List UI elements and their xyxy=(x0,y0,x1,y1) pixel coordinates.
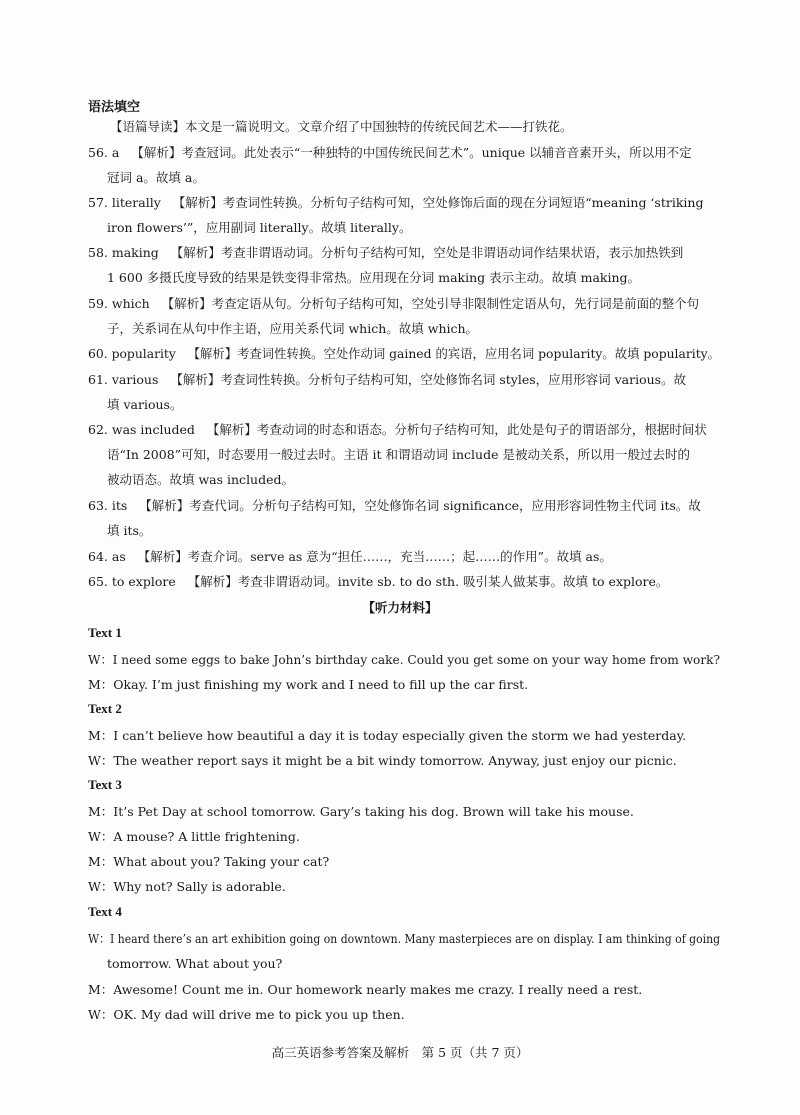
dialogue-line: W：Why not? Sally is adorable. xyxy=(88,879,286,894)
answer-explanation: 【解析】考查代词。分析句子结构可知，空处修饰名词 significance，应用形容词性物主代词 its。故 xyxy=(139,498,701,513)
answer-56 xyxy=(88,144,692,162)
answer-58 xyxy=(88,244,683,262)
dialogue-line: M：Okay. I’m just finishing my work and I need to fill up the car first. xyxy=(88,677,529,692)
answer-explanation: 【解析】考查非谓语动词。invite sb. to do sth. 吸引某人做某事。故填 to explore。 xyxy=(187,574,669,589)
answer-word: as xyxy=(111,549,126,564)
page-footer: 高三英语参考答案及解析 第 5 页（共 7 页） xyxy=(271,1045,529,1060)
answer-number: 57. xyxy=(88,195,108,210)
answer-58-cont: 1 600 多摄氏度导致的结果是铁变得非常热。应用现在分词 making 表示主动。故填 making。 xyxy=(107,270,641,285)
passage-intro: 【语篇导读】本文是一篇说明文。文章介绍了中国独特的传统民间艺术——打铁花。 xyxy=(110,119,573,134)
answer-number: 65. xyxy=(88,574,108,589)
answer-word: making xyxy=(111,245,159,260)
section-title: 语法填空 xyxy=(88,100,141,115)
text-1-heading: Text 1 xyxy=(88,625,122,640)
answer-63 xyxy=(88,497,701,515)
answer-57-cont: iron flowers’”，应用副词 literally。故填 literally。 xyxy=(107,220,412,235)
dialogue-line: M：What about you? Taking your cat? xyxy=(88,854,330,869)
answer-62 xyxy=(88,421,707,439)
dialogue-line: W：The weather report says it might be a bit windy tomorrow. Anyway, just enjoy our picnic. xyxy=(88,753,677,768)
answer-57 xyxy=(88,194,703,212)
answer-explanation: 【解析】考查词性转换。空处作动词 gained 的宾语，应用名词 popularity。故填 popularity。 xyxy=(187,346,721,361)
text-3-heading: Text 3 xyxy=(88,777,122,792)
dialogue-line: M：I can’t believe how beautiful a day it is today especially given the storm we had yesterday. xyxy=(88,728,687,743)
answer-65 xyxy=(88,573,668,591)
answer-number: 59. xyxy=(88,296,108,311)
answer-word: various xyxy=(111,372,159,387)
answer-61-cont: 填 various。 xyxy=(107,397,183,412)
answer-explanation: 【解析】考查词性转换。分析句子结构可知，空处修饰名词 styles，应用形容词 various。故 xyxy=(170,372,687,387)
answer-56-cont: 冠词 a。故填 a。 xyxy=(107,170,205,185)
answer-number: 58. xyxy=(88,245,108,260)
answer-61 xyxy=(88,371,686,389)
answer-64 xyxy=(88,548,612,566)
answer-explanation: 【解析】考查非谓语动词。分析句子结构可知，空处是非谓语动词作结果状语，表示加热铁到 xyxy=(170,245,684,260)
dialogue-line: W：OK. My dad will drive me to pick you up then. xyxy=(88,1007,405,1022)
answer-explanation: 【解析】考查定语从句。分析句子结构可知，空处引导非限制性定语从句，先行词是前面的整个句 xyxy=(161,296,700,311)
answer-word: was included xyxy=(111,422,195,437)
answer-explanation: 【解析】考查冠词。此处表示“一种独特的中国传统民间艺术”。unique 以辅音音素开头，所以用不定 xyxy=(131,145,692,160)
dialogue-line: W：I need some eggs to bake John’s birthday cake. Could you get some on your way home from work? xyxy=(88,652,721,667)
answer-explanation: 【解析】考查动词的时态和语态。分析句子结构可知，此处是句子的谓语部分，根据时间状 xyxy=(206,422,707,437)
answer-word: a xyxy=(111,145,120,160)
answer-explanation: 【解析】考查词性转换。分析句子结构可知，空处修饰后面的现在分词短语“meaning ‘striking xyxy=(172,195,704,210)
listening-title: 【听力材料】 xyxy=(362,600,438,615)
answer-number: 63. xyxy=(88,498,108,513)
answer-60 xyxy=(88,345,720,363)
answer-number: 62. xyxy=(88,422,108,437)
dialogue-line-cont: tomorrow. What about you? xyxy=(107,956,283,971)
dialogue-line: M：It’s Pet Day at school tomorrow. Gary’s taking his dog. Brown will take his mouse. xyxy=(88,804,634,819)
answer-62-cont: 语“In 2008”可知，时态要用一般过去时。主语 it 和谓语动词 include 是被动关系，所以用一般过去时的 xyxy=(107,447,690,462)
dialogue-line: M：Awesome! Count me in. Our homework nearly makes me crazy. I really need a rest. xyxy=(88,982,643,997)
answer-word: its xyxy=(111,498,128,513)
dialogue-line: W：I heard there’s an art exhibition going on downtown. Many masterpieces are on display. I am thinking of going xyxy=(88,931,721,946)
dialogue-line: W：A mouse? A little frightening. xyxy=(88,829,300,844)
answer-word: to explore xyxy=(111,574,176,589)
answer-63-cont: 填 its。 xyxy=(107,523,152,538)
answer-explanation: 【解析】考查介词。serve as 意为“担任……，充当……；起……的作用”。故填 as。 xyxy=(137,549,612,564)
answer-number: 60. xyxy=(88,346,108,361)
answer-word: which xyxy=(111,296,150,311)
answer-number: 64. xyxy=(88,549,108,564)
answer-59 xyxy=(88,295,699,313)
answer-62-cont2: 被动语态。故填 was included。 xyxy=(107,472,295,487)
text-4-heading: Text 4 xyxy=(88,904,122,919)
answer-word: literally xyxy=(111,195,161,210)
answer-59-cont: 子，关系词在从句中作主语，应用关系代词 which。故填 which。 xyxy=(107,321,479,336)
answer-number: 56. xyxy=(88,145,108,160)
answer-number: 61. xyxy=(88,372,108,387)
text-2-heading: Text 2 xyxy=(88,701,122,716)
answer-word: popularity xyxy=(111,346,176,361)
